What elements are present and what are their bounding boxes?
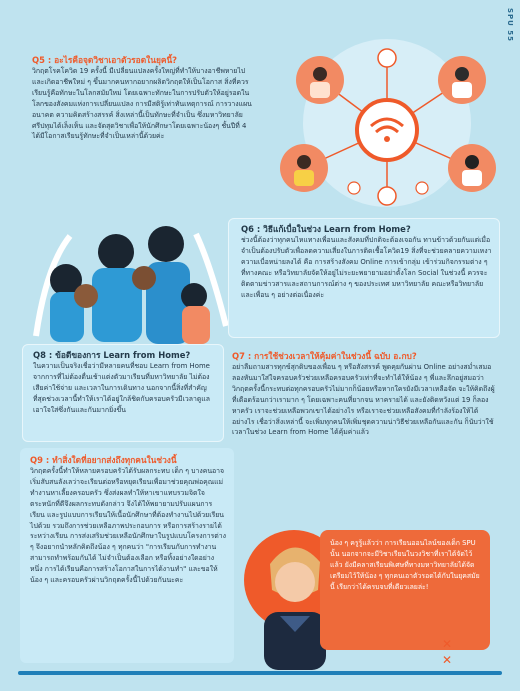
q6-title: Q6 : วิธีแก้เบื่อในช่วง Learn from Home? bbox=[241, 224, 411, 234]
decor-cross-icon: ✕ bbox=[442, 637, 453, 651]
q8-title: Q8 : ข้อดีของการ Learn from Home? bbox=[33, 350, 191, 360]
teacher-quote: น้อง ๆ ครูรู้แล้วว่า การเรียนออนไลน์ของเด็ก SPU นั้น นอกจากจะมีวิชาเรียนในวงวิชาที่เราได้จัดไว้แล้ว ยังมีคลาสเรียนพิเศษที่ทางมหาวิทยาลัยได้จัดเตรียมไว้ให้น้อง ๆ ทุกคนเอาตัวรอดได้กับในยุคสมัยนี้ เรียกว่าได้ครบจบที่เดียวเลยล่ะ! bbox=[330, 539, 480, 591]
q8-card bbox=[22, 344, 224, 442]
q7-title: Q7 : การใช้ช่วงเวลาให้คุ้มค่าในช่วงนี้ ฉบับ อ.กบ? bbox=[232, 351, 417, 361]
q5-body: วิกฤตโรคโควิด 19 ครั้งนี้ มีเปลี่ยนแปลงครั้งใหญ่ที่ทำให้บางอาชีพหายไป และเกิดอาชีพใหม่ ๆ ขึ้นมากคนหากอยากผลิตวิกฤตให้เป็นโอกาส สิ่งที่ควรเรียนรู้คือทักษะในโลกสมัยใหม่ โดยเฉพาะทักษะในการปรับตัวให้อยู่รอดในโลกของสังคมแห่งการเปลี่ยนแปลง การมีสติรู้เท่าทันเหตุการณ์ การวางแผนอนาคต ความคิดสร้างสรรค์ สิ่งเหล่านี้เป็นทักษะที่จำเป็น ซึ่งมหาวิทยาลัยศรีปทุมได้เล็งเห็น และจัดสุดวิชาเพื่อให้นักศึกษาโดยเฉพาะน้องๆ ชั้นปีที่ 4 ได้มีโอกาสเรียนรู้ทักษะที่จำเป็นเหล่านี้ด้วยค่ะ bbox=[32, 67, 252, 141]
spu-logo: SPU 55 bbox=[506, 8, 514, 43]
decor-cross-icon: ✕ bbox=[442, 653, 453, 667]
q5-section bbox=[32, 54, 252, 142]
q8-body: ในความเป็นจริงเชื่อว่ามีหลายคนที่ชอบ Learn from Home จากการที่ไม่ต้องตื่นเช้าแต่งตัวมาเรียนที่มหาวิทยาลัย ไม่ต้องเสียค่าใช้จ่าย และเวลาในการเดินทาง นอกจากนี้สิ่งที่สำคัญที่สุดช่วงเวลานี้ทำให้เราได้อยู่ใกล้ชิดกับครอบครัวมีเวลาดูแลเอาใจใส่ซึ่งกันและกันมากยิ่งขึ้น bbox=[33, 362, 210, 414]
online-network-illustration bbox=[262, 38, 512, 208]
q6-body: ช่วงนี้ต้องว่าทุกคนไหแทางเพื่อนและสังคมที่ปกติจะต้องเจอกัน ทานข้าวด้วยกันแต่เมื่อจำเป็นต้องปรับตัวเพื่อลดความเสี่ยงในการติดเชื้อโควิด19 สิ่งที่จะช่วยคลายความเหงา ความเบื่อหน่ายลงได้ คือ การสร้างสังคม Online การเข้ากลุ่ม เข้าร่วมกิจกรรมต่าง ๆ ที่ทางคณะ หรือวิทยาลัยจัดให้อยู่ไม่ระยะพยายามอย่าตั้งโลก Social ในช่วงนี้ ควรจะติดตามข่าวสารและสถานการณ์ต่าง ๆ ของประเทศ มหาวิทยาลัย คณะหรือวิทยาลัยและเพื่อน ๆ อย่างต่อเนื่องค่ะ bbox=[241, 236, 492, 299]
q7-body: อย่าลืมถามสารทุกข์สุกดิบของเพื่อน ๆ หรือสังสรรค์ พูดคุยกันผ่าน Online อย่างสม่ำเสมอ ลองหันมาใส่ใจครอบครัวช่วยเหลือครอบครัวเท่าที่จะทำได้ให้น้อง ๆ พี่และลึกอยู่สมอว่าวิกฤตครั้งนี้กระทบต่อทุกครอบครัวไม่มากก็น้อยหรือหากใครยังมีเวลาเหลือจัด จะให้คิดถึงผู้ที่เดือดร้อนกว่าเรามาก ๆ โดยเฉพาะคนที่ยากจน หาครายได้ และยังติดหวังแต่ 19 ก็ลองหาครัว เราจะช่วยเหลือพวกเขาได้อย่างไร หรือเราจะช่วยเหลือสังคมที่กำลังร้องให้ได้อย่างไร เชื่อว่าสิ่งเหล่านี้ จะเพิ่มทุกคนให้เพิ่มชุดความน่าวิธีช่วยเหลือกันและกัน ก็นับว่าใช้เวลาในช่วง Learn from Home ได้คุ้มค่าแล้ว bbox=[232, 363, 495, 437]
q9-card bbox=[20, 448, 234, 663]
q5-title: Q5 : อะไรคือจุดวิชาเอาตัวรอดในยุคนี้? bbox=[32, 55, 178, 65]
q9-body: วิกฤตครั้งนี้ทำให้หลายครอบครัวได้รับผลกระทบ เด็ก ๆ บางคนอาจเริ่มสับสนลังเลว่าจะเรียนต่อหรือหยุดเรียนเพื่อมาช่วยคุณพ่อคุณแม่ทำงานหาเลี้ยงครอบครัว ซึ่งส่งผลทำให้หาเขาแทบรวมจิตใจ ตระหนักที่ดีจึงผลกระทบดังกล่าว จึงได้ให้พยายามปรับแผนการเรียน และรูปแบบการเรียนให้เนื้อนักศึกษาที่ต้องทำงานไปด้วยเรียนไปด้วย รวมถึงการช่วยเหลือภาพประกอบการ หรือการสร้างรายได้ระหว่างเรียน การส่งเสริมช่วยเหลือนักศึกษาในรูปแบบโครงการต่าง ๆ จึงอยากนำหลักคิดถึงน้อง ๆ ทุกคนว่า "การเรียนกับการทำงานสามารถทำพร้อมกันได้ ไม่จำเป็นต้องเลือก หรือทิ้งอย่างใดอย่างหนึ่ง การได้เรียนคือการสร้างโอกาสในการได้งานทำ" และขอให้น้อง ๆ และครอบครัวผ่านวิกฤตครั้งนี้ไปด้วยกันนะคะ bbox=[30, 467, 227, 585]
q9-title: Q9 : ทำสิ่งใดที่อยากส่งถึงทุกคนในช่วงนี้ bbox=[30, 455, 177, 465]
teacher-quote-box bbox=[320, 530, 490, 650]
q7-section bbox=[232, 350, 496, 438]
bottom-rule bbox=[18, 671, 502, 675]
family-illustration bbox=[26, 196, 236, 346]
q6-card bbox=[228, 218, 500, 338]
